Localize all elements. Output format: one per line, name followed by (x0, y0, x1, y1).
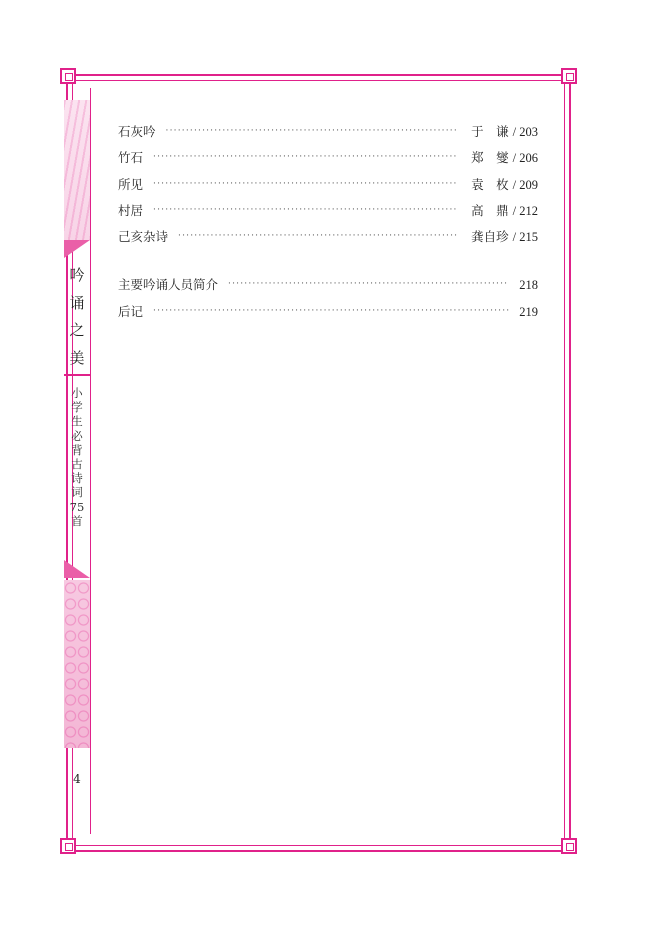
spine-subtitle-char: 诗 (71, 471, 83, 486)
spine-subtitle-char: 75 (69, 499, 85, 514)
spine-subtitle (64, 386, 90, 556)
toc-entry[interactable] (118, 122, 538, 148)
toc-entry[interactable] (118, 227, 538, 253)
toc-leader-dots (153, 205, 457, 215)
spine-title-char: 诵 (69, 293, 85, 312)
toc-entry[interactable] (118, 175, 538, 201)
spine-triangle-top (64, 240, 90, 258)
toc-leader-dots (153, 306, 509, 316)
spine-subtitle-char: 首 (71, 513, 83, 528)
spine-title-char: 美 (69, 348, 85, 367)
spine-title-char: 吟 (69, 266, 85, 285)
toc-leader-dots (178, 231, 457, 241)
toc-entry-page: 219 (519, 304, 538, 319)
spine-subtitle-char: 必 (71, 428, 83, 443)
toc-entry-page: / 209 (512, 177, 538, 192)
toc-entry-appendix[interactable] (118, 302, 538, 328)
toc-entry-title: 后记 (118, 303, 144, 319)
corner-ornament-bottom-left (60, 838, 76, 854)
toc-leader-dots (166, 126, 458, 136)
toc-leader-dots (228, 279, 509, 289)
spine-divider (64, 374, 90, 376)
toc-entry-title: 主要吟诵人员简介 (118, 277, 219, 293)
spine-subtitle-char: 词 (71, 485, 83, 500)
spine-pattern-decoration (64, 580, 90, 748)
toc-entry-page: / 206 (512, 151, 538, 166)
toc-leader-dots (153, 179, 457, 189)
toc-entry-author: 郑 燮 (471, 150, 509, 166)
toc-entry-author: 袁 枚 (471, 176, 509, 192)
table-of-contents (118, 122, 538, 328)
spine-plum-decoration (64, 100, 90, 240)
toc-entry-title: 所见 (118, 176, 144, 192)
spine-rule (90, 88, 91, 834)
page-number: 4 (73, 772, 81, 786)
corner-ornament-top-left (60, 68, 76, 84)
toc-entry-title: 己亥杂诗 (118, 229, 169, 245)
toc-entry-page: / 203 (512, 125, 538, 139)
spine-title-char: 之 (69, 321, 85, 340)
spine-subtitle-char: 小 (71, 386, 83, 400)
toc-entry-page: / 212 (512, 203, 538, 218)
spine-subtitle-char: 背 (71, 442, 83, 457)
toc-entry-title: 石灰吟 (118, 124, 156, 139)
toc-entry[interactable] (118, 148, 538, 174)
corner-ornament-top-right (561, 68, 577, 84)
toc-entry-page: / 215 (512, 230, 538, 245)
toc-entry-title: 竹石 (118, 150, 144, 166)
toc-leader-dots (153, 152, 457, 162)
toc-section-gap (118, 253, 538, 275)
toc-entry[interactable] (118, 201, 538, 227)
spine-triangle-bottom (64, 560, 90, 578)
toc-entry-author: 于 谦 (471, 124, 509, 139)
toc-entry-page: 218 (519, 278, 538, 293)
toc-entry-title: 村居 (118, 202, 144, 218)
corner-ornament-bottom-right (561, 838, 577, 854)
spine-subtitle-char: 学 (71, 400, 83, 415)
toc-entry-author: 龚自珍 (471, 229, 509, 245)
spine-subtitle-char: 古 (71, 457, 83, 472)
toc-entry-author: 高 鼎 (471, 202, 509, 218)
spine-book-title (64, 262, 90, 372)
spine-subtitle-char: 生 (71, 414, 83, 429)
toc-entry-appendix[interactable] (118, 275, 538, 301)
